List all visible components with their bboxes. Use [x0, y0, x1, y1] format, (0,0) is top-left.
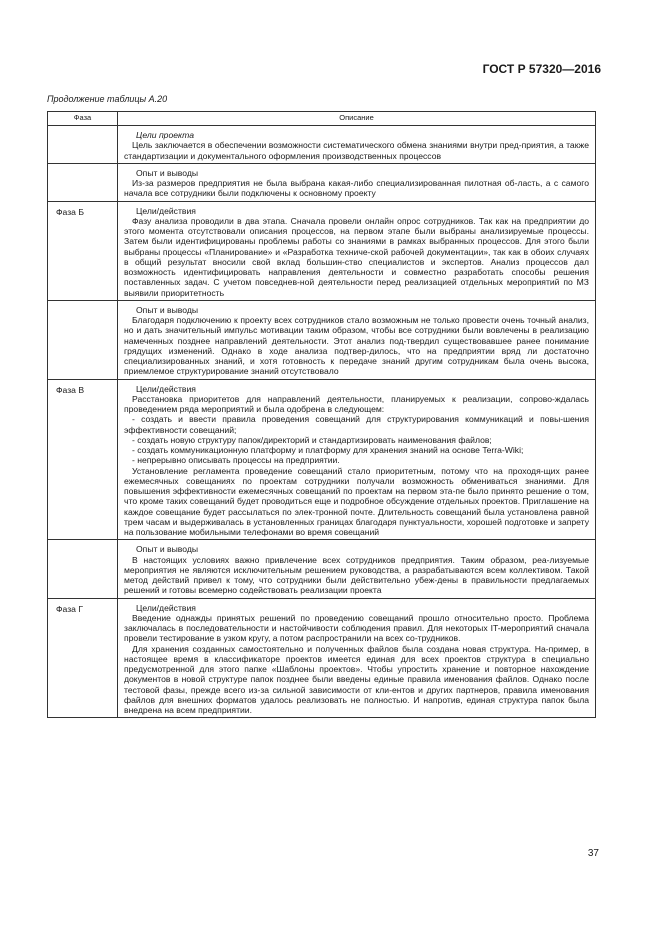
paragraph: Благодаря подключению к проекту всех сотрудников стало возможным не только провести очень точный анализ, но и дать значительный импульс мотивации таким образом, чтобы все сотрудники были вовлечены в реализацию намеченных позднее направлений деятельности. Этот анализ под-твердил существовавшее ранее понимание грядущих изменений. Однако в ходе анализа подтвер-дилось, что на предприятии вряд ли достаточно специализированных знаний, и хотя готовность к передаче знаний другим сотрудникам была очень высока, приемлемое структурирование знаний отсутствовало	[124, 315, 589, 377]
phase-cell	[48, 201, 118, 300]
row-subtitle: Опыт и выводы	[136, 544, 199, 555]
row-subtitle: Цели проекта	[136, 130, 195, 140]
list-item: - создать новую структуру папок/директорий и стандартизировать наименования файлов;	[132, 434, 492, 445]
description-cell	[118, 540, 596, 598]
page-number: 37	[587, 848, 599, 859]
row-subtitle: Опыт и выводы	[136, 167, 199, 178]
phase-description-table	[47, 111, 596, 718]
table-header-row	[48, 112, 596, 126]
paragraph: Установление регламента проведение совещаний стало приоритетным, потому что на проходя-щих ранее ежемесячных совещаниях по проектам сотрудники получали возможность обмениваться знаниями. Для повышения эффективности ежемесячных совещаний по проектам на первом эта-пе было принято решение о том, что кроме таких совещаний будет проводиться еще и подробное обсуждение отдельных проектов. Приглашение на каждое совещание будет рассылаться по элек-тронной почте. Длительность совещаний была установлена равной трем часам и выдерживалась в установленных границах благодаря пунктуальности, хорошей подготовке и запрету на пользование мобильными телефонами во время совещаний	[124, 465, 589, 537]
list-item: - создать коммуникационную платформу и платформу для хранения знаний на основе Terra-Wiki;	[132, 445, 524, 455]
phase-cell	[48, 163, 118, 201]
column-header-description: Описание	[118, 112, 596, 126]
phase-cell	[48, 598, 118, 718]
table-row	[48, 163, 596, 201]
row-subtitle: Цели/действия	[136, 602, 196, 613]
paragraph: Фазу анализа проводили в два этапа. Сначала провели онлайн опрос сотрудников. Так как на предприятии до этого момента отсутствовали описания процессов, на первом этапе были выбраны анализируемые процессы. Затем были идентифицированы проблемы работы со знаниями в рамках выбранных процессов. Для этого были выбраны процессы «Планирование» и «Разработка техниче-ской рабочей документации», так как в обоих случаях в общий результат вносили свой вклад большин-ство специалистов и экспертов. Анализ процессов дал возможность идентифицировать направления деятельности и совместно разработать способы решения поставленных задач. С учетом повседнев-ной деятельности перед реализацией отдельных мероприятий по МЗ выявили приоритетность	[124, 215, 589, 298]
description-cell	[118, 598, 596, 718]
table-row	[48, 598, 596, 718]
list-item: - создать и ввести правила проведения совещаний для структурирования коммуникаций и повы-шения эффективности совещаний;	[124, 414, 589, 435]
paragraph: Цель заключается в обеспечении возможности систематического обмена знаниями внутри пред-приятия, а также стандартизации и документального оформления производственных процессов	[124, 140, 589, 161]
description-cell	[118, 126, 596, 164]
description-cell	[118, 163, 596, 201]
column-header-phase: Фаза	[48, 112, 118, 126]
phase-cell	[48, 126, 118, 164]
row-subtitle: Цели/действия	[136, 205, 196, 216]
table-row	[48, 126, 596, 164]
phase-cell	[48, 379, 118, 540]
phase-label: Фаза В	[56, 384, 85, 395]
table-continuation-caption: Продолжение таблицы А.20	[47, 94, 168, 104]
phase-label: Фаза Г	[56, 603, 83, 614]
description-cell	[118, 300, 596, 379]
paragraph: Расстановка приоритетов для направлений деятельности, планируемых к реализации, сопрово-ждалась проведением ряда мероприятий и была одобрена в следующем:	[124, 393, 589, 414]
phase-cell	[48, 540, 118, 598]
table-row	[48, 300, 596, 379]
description-cell	[118, 201, 596, 300]
description-cell	[118, 379, 596, 540]
paragraph: Введение однажды принятых решений по проведению совещаний прошло относительно просто. Проблема заключалась в последовательности и настойчивости соблюдения правил. Для некоторых IT-мероприятий сначала провели тестирование в узком кругу, а потом распространили на всех со-трудников.	[124, 612, 589, 644]
table-row	[48, 201, 596, 300]
table-row	[48, 379, 596, 540]
phase-label: Фаза Б	[56, 206, 84, 217]
paragraph: В настоящих условиях важно привлечение всех сотрудников предприятия. Таким образом, реа-лизуемые мероприятия не являются исключительным решением руководства, а разрабатываются всем коллективом. Такой метод действий привел к тому, что сотрудники были действительно убеж-дены в правильности предлагаемых решений и готовы всемерно содействовать реализации проекта	[124, 554, 589, 596]
row-subtitle: Цели/действия	[136, 383, 196, 394]
table-row	[48, 540, 596, 598]
paragraph: Из-за размеров предприятия не была выбрана какая-либо специализированная пилотная об-ласть, а с самого начала все сотрудники были подключены к основному проекту	[124, 178, 589, 199]
list-item: - непрерывно описывать процессы на предприятии.	[132, 455, 340, 466]
paragraph: Для хранения созданных самостоятельно и полученных файлов была создана новая структура. На-пример, в настоящее время в классификаторе проектов имеется единая для всех проектов структура в специально предусмотренной для этого папке «Шаблоны проектов». Чтобы упростить хранение и повторное нахождение документов в новой структуре папок позднее были введены единые правила именования файлов. Однако после тестовой фазы, прежде всего из-за сильной зависимости от кли-ентов и других партнеров, правила именования файлов для внешних форматов удалось реализовать не полностью. И напротив, единая структура папок была внедрена на всем предприятии.	[124, 643, 589, 715]
standard-code: ГОСТ Р 57320—2016	[482, 62, 601, 76]
row-subtitle: Опыт и выводы	[136, 304, 199, 315]
phase-cell	[48, 300, 118, 379]
